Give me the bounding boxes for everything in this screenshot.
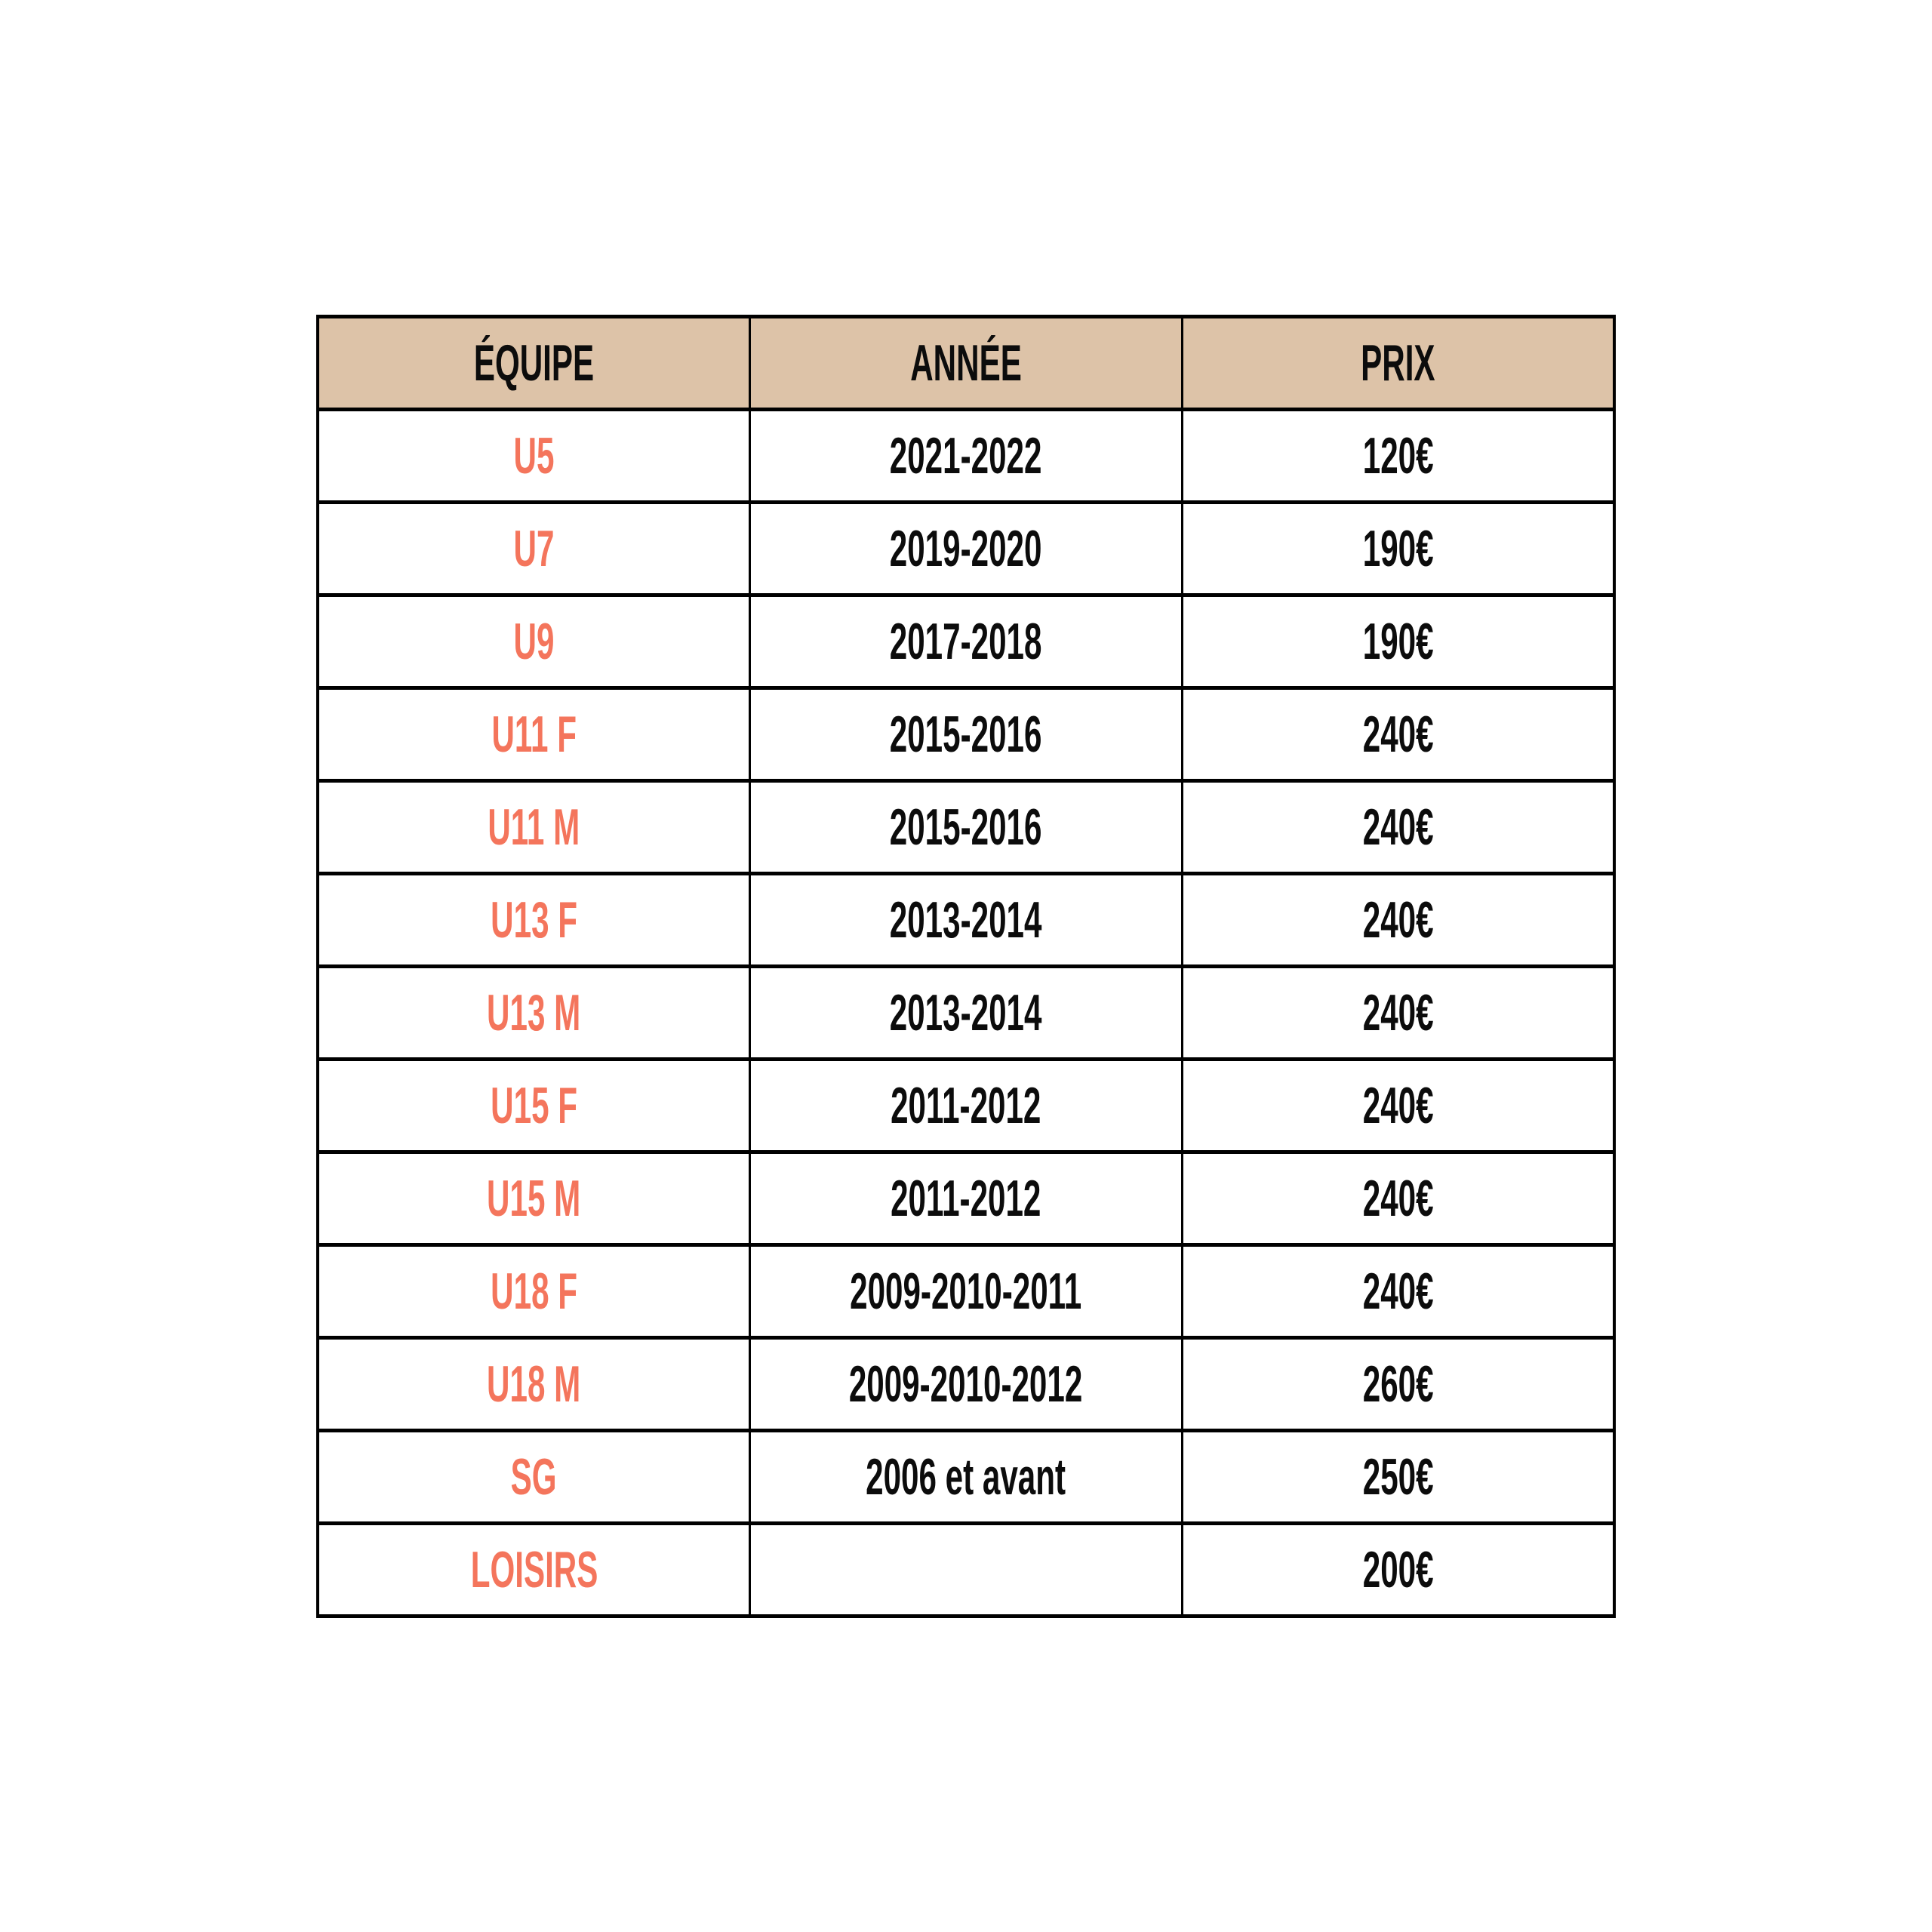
- table-body: [318, 409, 1614, 1616]
- cell-annee: [750, 1337, 1183, 1430]
- header-row: [318, 316, 1614, 409]
- cell-prix: [1182, 502, 1614, 595]
- table-row: [318, 1244, 1614, 1337]
- cell-equipe: [318, 1244, 750, 1337]
- year-value: 2009-2010-2011: [850, 1262, 1082, 1320]
- table-row: [318, 1430, 1614, 1523]
- cell-equipe: [318, 595, 750, 688]
- cell-annee: [750, 688, 1183, 780]
- price-value: 260€: [1362, 1355, 1434, 1413]
- cell-prix: [1182, 1152, 1614, 1244]
- year-value: 2015-2016: [890, 798, 1042, 856]
- table-row: [318, 688, 1614, 780]
- pricing-table: [316, 315, 1616, 1618]
- table-row: [318, 873, 1614, 966]
- year-value: 2009-2010-2012: [849, 1355, 1083, 1413]
- cell-equipe: [318, 966, 750, 1059]
- table-row: [318, 780, 1614, 873]
- team-label: U15 M: [487, 1169, 581, 1227]
- table-row: [318, 1152, 1614, 1244]
- column-header-annee-label: ANNÉE: [910, 334, 1022, 392]
- price-value: 250€: [1362, 1447, 1434, 1506]
- cell-equipe: [318, 502, 750, 595]
- price-value: 240€: [1362, 705, 1434, 763]
- cell-prix: [1182, 409, 1614, 502]
- cell-equipe: [318, 1337, 750, 1430]
- price-value: 240€: [1362, 798, 1434, 856]
- price-value: 240€: [1362, 1076, 1434, 1134]
- price-value: 200€: [1362, 1540, 1434, 1598]
- table-row: [318, 1337, 1614, 1430]
- cell-prix: [1182, 1059, 1614, 1152]
- team-label: U15 F: [491, 1076, 577, 1134]
- table-header: [318, 316, 1614, 409]
- team-label: U5: [513, 426, 555, 485]
- cell-annee: [750, 1430, 1183, 1523]
- team-label: SG: [511, 1447, 558, 1506]
- cell-equipe: [318, 1430, 750, 1523]
- table-row: [318, 502, 1614, 595]
- team-label: U11 F: [491, 705, 577, 763]
- price-value: 240€: [1362, 1169, 1434, 1227]
- cell-annee: [750, 780, 1183, 873]
- cell-prix: [1182, 780, 1614, 873]
- cell-annee: [750, 409, 1183, 502]
- year-value: 2015-2016: [890, 705, 1042, 763]
- cell-annee: [750, 1244, 1183, 1337]
- team-label: U11 M: [488, 798, 580, 856]
- year-value: 2006 et avant: [866, 1447, 1066, 1506]
- table-row: [318, 966, 1614, 1059]
- price-value: 240€: [1362, 891, 1434, 949]
- team-label: U7: [513, 519, 555, 577]
- cell-annee: [750, 966, 1183, 1059]
- cell-equipe: [318, 1523, 750, 1616]
- cell-prix: [1182, 688, 1614, 780]
- cell-equipe: [318, 409, 750, 502]
- cell-equipe: [318, 688, 750, 780]
- year-value: 2013-2014: [890, 891, 1042, 949]
- table-row: [318, 1059, 1614, 1152]
- cell-annee: [750, 1523, 1183, 1616]
- price-value: 190€: [1362, 612, 1434, 670]
- cell-prix: [1182, 1337, 1614, 1430]
- price-value: 240€: [1362, 1262, 1434, 1320]
- column-header-annee: [750, 316, 1183, 409]
- cell-equipe: [318, 873, 750, 966]
- cell-prix: [1182, 1523, 1614, 1616]
- cell-prix: [1182, 595, 1614, 688]
- team-label: U18 F: [491, 1262, 577, 1320]
- column-header-equipe-label: ÉQUIPE: [473, 334, 595, 392]
- year-value: 2013-2014: [890, 983, 1042, 1041]
- cell-annee: [750, 1152, 1183, 1244]
- year-value: 2017-2018: [890, 612, 1042, 670]
- year-value: 2021-2022: [890, 426, 1042, 485]
- cell-equipe: [318, 1152, 750, 1244]
- cell-annee: [750, 502, 1183, 595]
- cell-annee: [750, 595, 1183, 688]
- table-row: [318, 409, 1614, 502]
- price-value: 190€: [1362, 519, 1434, 577]
- table-row: [318, 595, 1614, 688]
- column-header-equipe: [318, 316, 750, 409]
- year-value: 2011-2012: [891, 1076, 1041, 1134]
- cell-prix: [1182, 873, 1614, 966]
- team-label: U9: [513, 612, 555, 670]
- year-value: 2011-2012: [891, 1169, 1041, 1227]
- column-header-prix-label: PRIX: [1361, 334, 1435, 392]
- cell-prix: [1182, 1244, 1614, 1337]
- table-row: [318, 1523, 1614, 1616]
- team-label: U13 F: [491, 891, 577, 949]
- cell-prix: [1182, 966, 1614, 1059]
- column-header-prix: [1182, 316, 1614, 409]
- cell-annee: [750, 1059, 1183, 1152]
- cell-annee: [750, 873, 1183, 966]
- team-label: LOISIRS: [470, 1540, 598, 1598]
- team-label: U18 M: [487, 1355, 581, 1413]
- cell-prix: [1182, 1430, 1614, 1523]
- cell-equipe: [318, 1059, 750, 1152]
- price-value: 240€: [1362, 983, 1434, 1041]
- price-value: 120€: [1362, 426, 1434, 485]
- cell-equipe: [318, 780, 750, 873]
- team-label: U13 M: [487, 983, 581, 1041]
- year-value: 2019-2020: [890, 519, 1042, 577]
